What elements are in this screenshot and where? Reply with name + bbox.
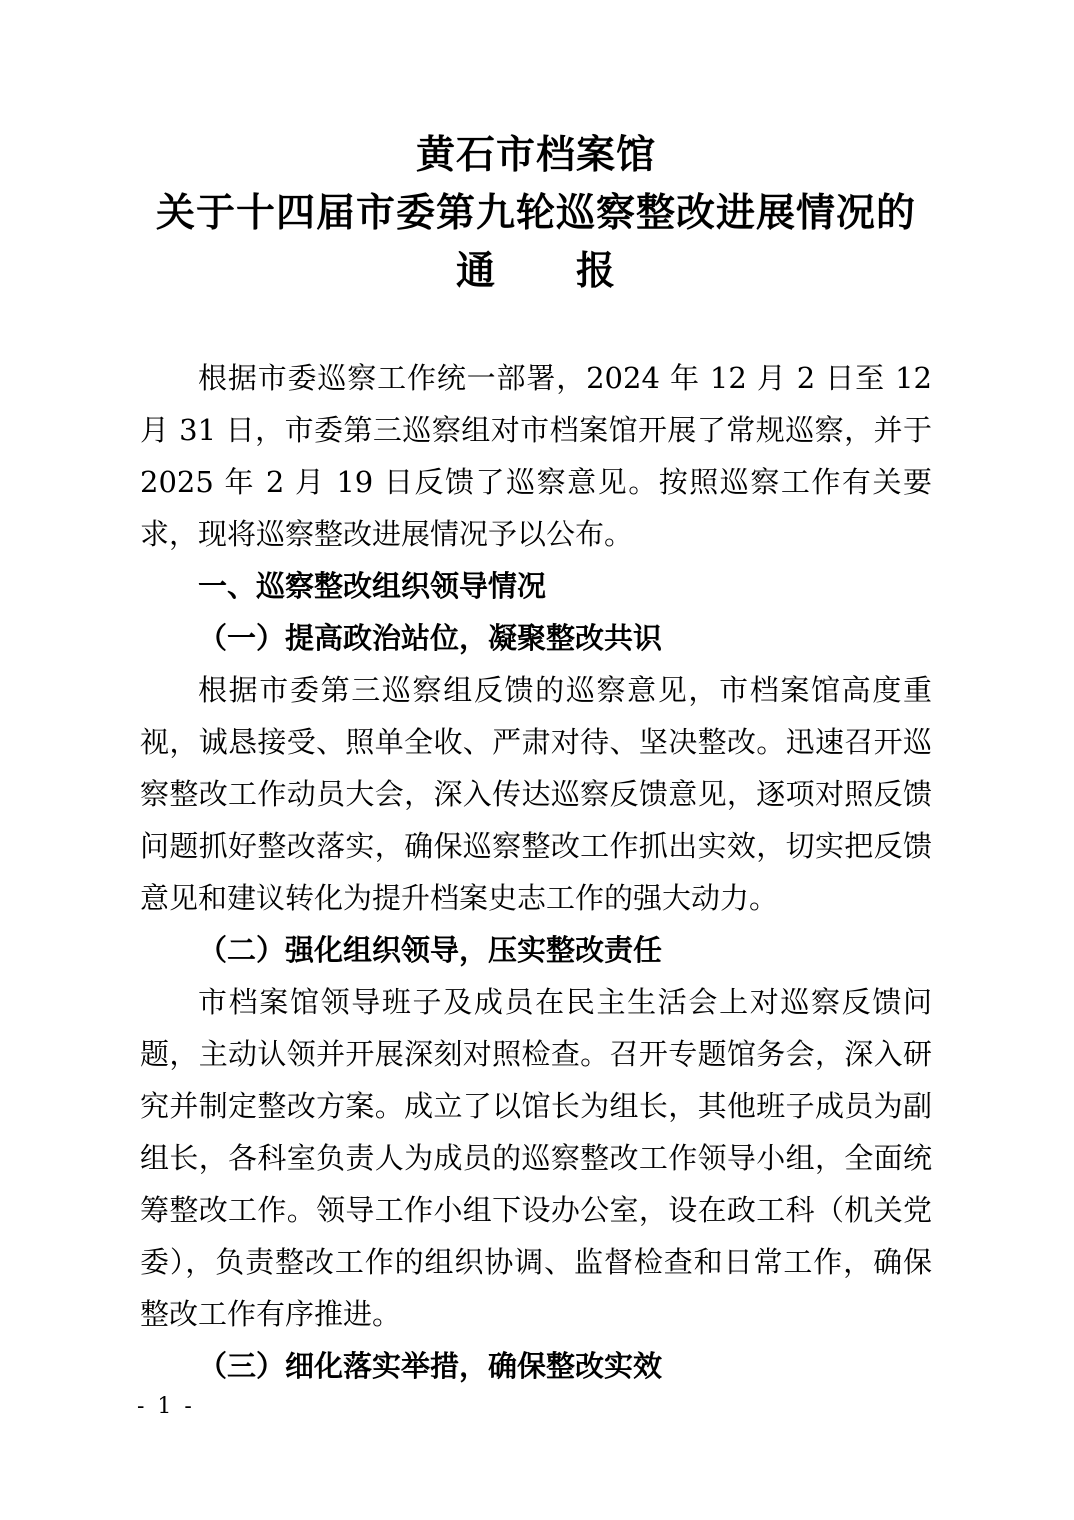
paragraph-intro: 根据市委巡察工作统一部署，2024 年 12 月 2 日至 12 月 31 日，市委第三巡察组对市档案馆开展了常规巡察，并于 2025 年 2 月 19 日反馈了巡察意见。按照巡察工作有关要求，现将巡察整改进展情况予以公布。 [140, 361, 932, 551]
title-document-type: 通 报 [455, 248, 616, 294]
document-body [140, 352, 932, 1392]
subsection-heading-1-3: （三）细化落实举措，确保整改实效 [198, 1349, 663, 1383]
page-number: - 1 - [137, 1394, 195, 1419]
section-heading-1: 一、巡察整改组织领导情况 [198, 569, 547, 603]
paragraph-1-1: 根据市委第三巡察组反馈的巡察意见，市档案馆高度重视，诚恳接受、照单全收、严肃对待、坚决整改。迅速召开巡察整改工作动员大会，深入传达巡察反馈意见，逐项对照反馈问题抓好整改落实，确保巡察整改工作抓出实效，切实把反馈意见和建议转化为提升档案史志工作的强大动力。 [140, 673, 932, 915]
title-organization: 黄石市档案馆 [415, 132, 656, 178]
subsection-heading-1-1: （一）提高政治站位，凝聚整改共识 [198, 621, 663, 655]
document-content [140, 126, 932, 1392]
title-subject: 关于十四届市委第九轮巡察整改进展情况的 [155, 190, 916, 236]
subsection-heading-1-2: （二）强化组织领导，压实整改责任 [198, 933, 663, 967]
document-title [140, 126, 932, 300]
paragraph-1-2: 市档案馆领导班子及成员在民主生活会上对巡察反馈问题，主动认领并开展深刻对照检查。召开专题馆务会，深入研究并制定整改方案。成立了以馆长为组长，其他班子成员为副组长，各科室负责人为成员的巡察整改工作领导小组，全面统筹整改工作。领导工作小组下设办公室，设在政工科（机关党委），负责整改工作的组织协调、监督检查和日常工作，确保整改工作有序推进。 [140, 985, 932, 1331]
